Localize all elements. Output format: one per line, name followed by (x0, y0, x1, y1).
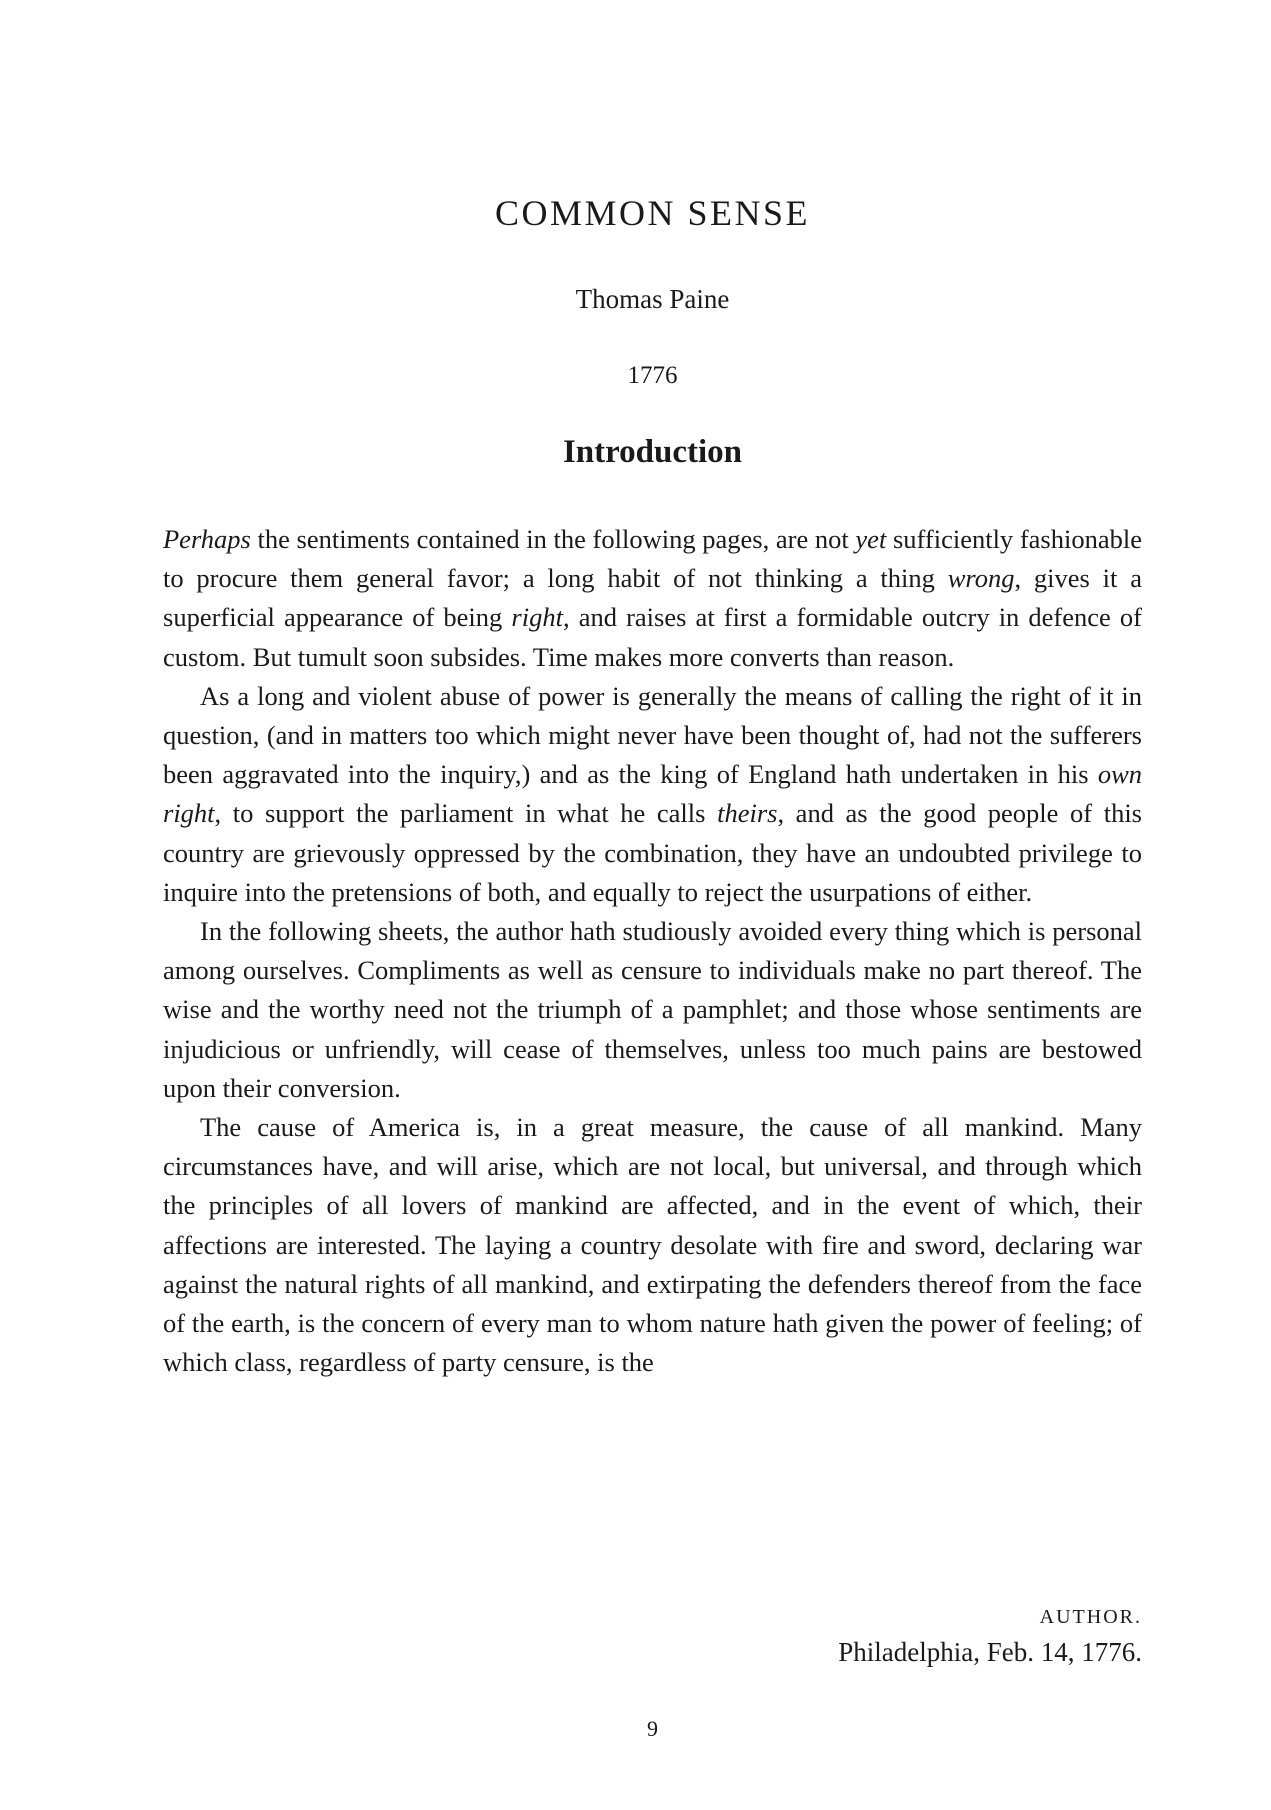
italic-text: Perhaps (163, 524, 251, 554)
signature-label: AUTHOR. (1039, 1606, 1142, 1628)
text-segment: , and raises at first a formidable outcry in defence of custom. But tumult soon subsides. Time makes more converts than reason. (163, 602, 1142, 672)
italic-text: right (511, 602, 563, 633)
author-name: Thomas Paine (575, 284, 730, 314)
paragraph-1 (163, 520, 1142, 677)
text-segment: , to support the parliament in what he calls (214, 798, 718, 829)
text-segment: , and as the good people of this country are grievously oppressed by the combination, they have an undoubted privilege to inquire into the pretensions of both, and equally to reject the usurpations of either. (163, 798, 1142, 907)
body-text (163, 520, 1142, 1382)
text-segment: the sentiments contained in the following pages, are not (250, 524, 856, 554)
italic-text: yet (855, 524, 887, 554)
paragraph-3 (163, 912, 1142, 1108)
text-segment: , gives it a superficial appearance of being (163, 563, 1142, 633)
document-page (163, 0, 1142, 1810)
italic-text: wrong (947, 563, 1015, 594)
paragraph-4 (163, 1108, 1142, 1382)
italic-text: own right (163, 759, 1142, 829)
text-segment: As a long and violent abuse of power is generally the means of calling the right of it in question, (and in matters too which might never have been thought of, had not the sufferers been aggravated into the inquiry,) and as the king of England hath undertaken in his (163, 680, 1142, 790)
text-segment: In the following sheets, the author hath studiously avoided every thing which is personal among ourselves. Compliments as well as censure to individuals make no part thereof. The wise and the worthy need not the triumph of a pamphlet; and those whose sentiments are injudicious or unfriendly, will cease of themselves, unless too much pains are bestowed upon their conversion. (163, 916, 1142, 1103)
signature-place-date: Philadelphia, Feb. 14, 1776. (838, 1637, 1142, 1667)
page-number: 9 (647, 1716, 658, 1741)
section-heading: Introduction (562, 434, 743, 470)
book-title: COMMON SENSE (494, 193, 811, 233)
text-segment: sufficiently fashionable to procure them general favor; a long habit of not thinking a thing (163, 524, 1142, 594)
italic-text: theirs (717, 798, 778, 829)
paragraph-2 (163, 677, 1142, 912)
publication-year: 1776 (627, 362, 678, 389)
text-segment: The cause of America is, in a great measure, the cause of all mankind. Many circumstances have, and will arise, which are not local, but universal, and through which the principles of all lovers of mankind are affected, and in the event of which, their affections are interested. The laying a country desolate with fire and sword, declaring war against the natural rights of all mankind, and extirpating the defenders thereof from the face of the earth, is the concern of every man to whom nature hath given the power of feeling; of which class, regardless of party censure, is the (163, 1112, 1142, 1378)
